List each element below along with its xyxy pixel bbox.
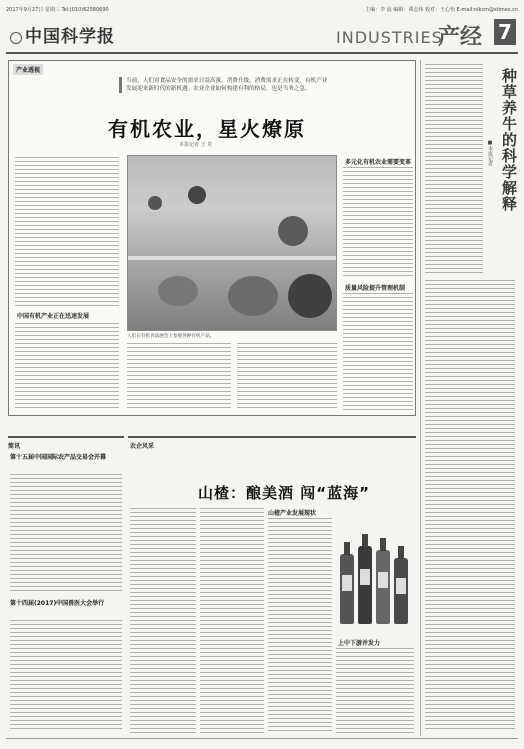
article-column-1b (15, 323, 119, 411)
right-column-article (420, 60, 518, 736)
page-number: 7 (494, 19, 516, 45)
bottom-headline: 山楂：酿美酒 闯“蓝海” (198, 484, 370, 502)
subhead-2: 多元化有机农业需要变革 (345, 159, 412, 166)
bottom-label: 农企风采 (130, 443, 155, 450)
bottom-column-4 (336, 648, 414, 734)
masthead (6, 16, 518, 50)
issue-date: 2017年9月27日 星期三 Tel:(010)62580690 (6, 7, 109, 13)
footer-rule (6, 738, 518, 739)
logo-text: 中国科学报 (25, 27, 115, 47)
news-label: 简讯 (8, 443, 21, 450)
bottom-subhead-2: 上中下游并发力 (338, 640, 381, 647)
right-article-author: ■本报记者 (487, 140, 493, 166)
feature-byline: 本报记者 王 贵 (179, 142, 213, 148)
masthead-rule (6, 52, 518, 54)
feature-kicker: 产业透视 (13, 64, 43, 75)
bottom-subhead-1: 山楂产业发展现状 (268, 510, 317, 517)
seal-icon (10, 32, 22, 44)
article-column-4 (343, 167, 413, 277)
article-column-1 (15, 157, 119, 307)
news-item-text-2 (10, 620, 122, 732)
right-column-text-2 (425, 280, 515, 730)
right-article-title: 种草养牛的科学解释 (500, 68, 518, 212)
right-column-text-1 (425, 64, 483, 274)
article-column-3 (237, 343, 337, 411)
main-feature (8, 60, 416, 416)
editor-info: 主编：李 晨 编辑：谭志伟 校对：王心怡 E-mail:nikcm@stimes.cn (365, 7, 518, 13)
bottom-feature (128, 436, 416, 736)
wine-bottles-photo (336, 528, 416, 624)
news-item-text-1 (10, 474, 122, 594)
section-english: INDUSTRIES (336, 28, 443, 47)
photo-caption: 人们在有机食品展会上参观各种有机产品。 (127, 334, 215, 339)
feature-headline: 有机农业，星火燎原 (108, 117, 306, 141)
news-item-title-1: 第十五届中国国际农产品交易会开幕 (10, 454, 107, 461)
feature-photo (127, 155, 337, 331)
subhead-1: 中国有机产业正在迅速发展 (17, 313, 90, 320)
subhead-3: 质量风险提升管理机制 (345, 285, 406, 292)
newspaper-logo (10, 22, 115, 47)
article-column-2 (127, 343, 231, 411)
bottom-column-2 (200, 508, 264, 734)
bottom-column-3 (268, 518, 332, 734)
feature-lede: 当前，人们对食品安全的需求日益高涨，消费升级，消费需求正在转变，有机产业发展迎来新时代的新机遇。农业企业如何构建有利的格局，也是当务之急。 (119, 77, 329, 93)
article-column-4b (343, 293, 413, 411)
bottom-column-1 (130, 508, 196, 734)
section-title: 产经 (438, 25, 483, 50)
top-info-bar (6, 4, 518, 16)
news-item-title-2: 第十四届(2017)中国兽医大会举行 (10, 600, 105, 607)
news-briefs (8, 436, 124, 736)
